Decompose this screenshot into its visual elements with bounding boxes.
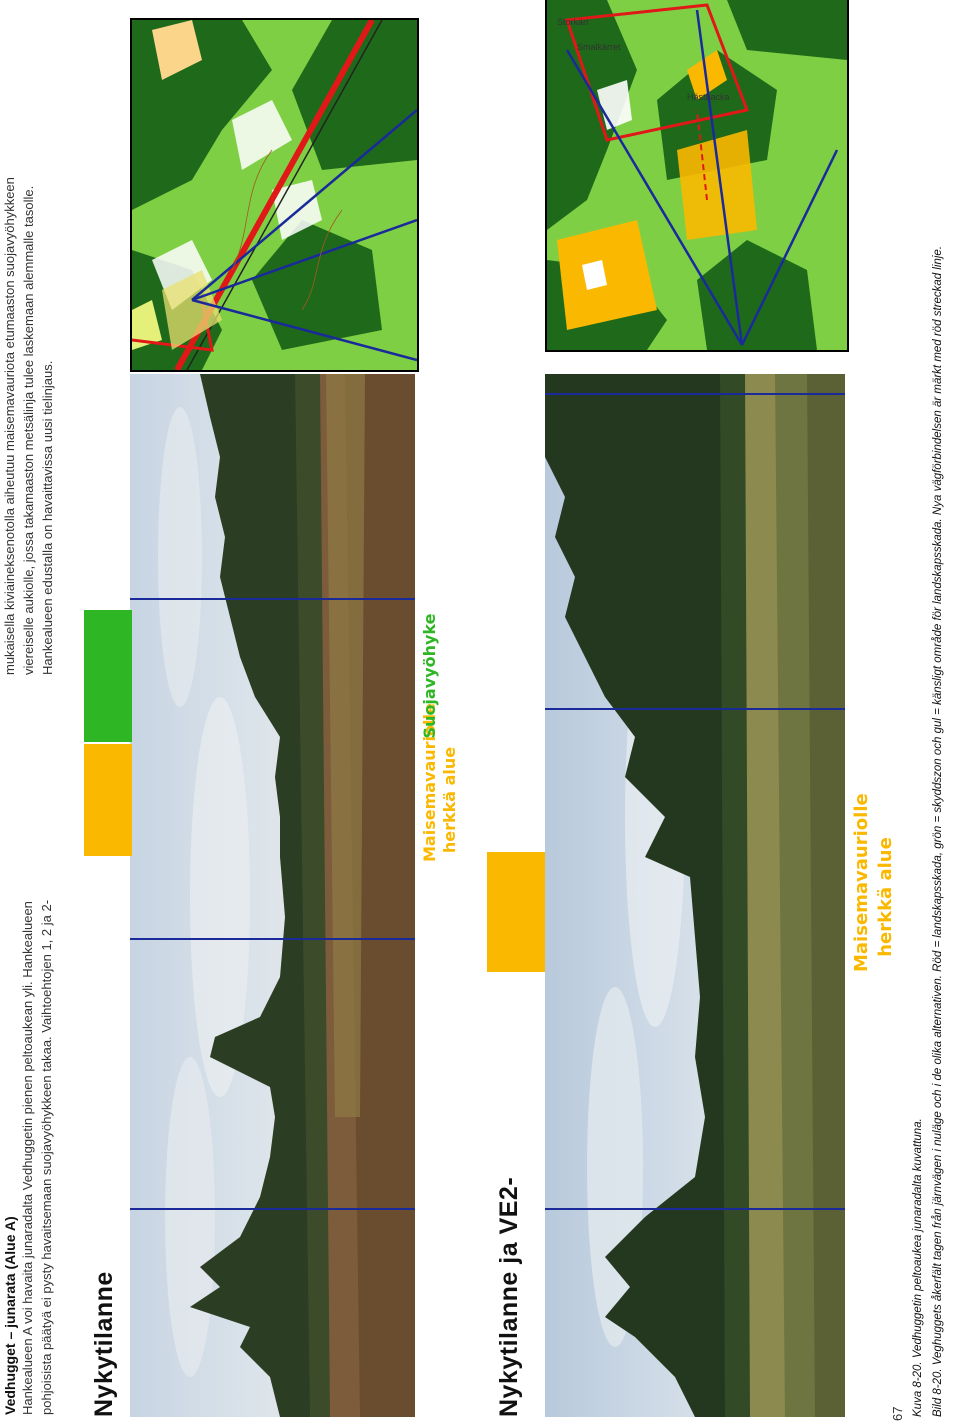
bottom-legend-orange-label	[850, 793, 898, 972]
caption-swedish: Bild 8-20. Veghuggets åkerfält tagen från järnvägen i nuläge och i de olika alternativen. Röd = landskapsskada, grön = skyddszon och gul = känsligt område för landskapsskada. Nya vägförbindelsen är märkt med röd streckad linje.	[932, 245, 944, 1417]
top-panel-title: Nykytilanne	[90, 1271, 118, 1417]
bottom-legend-orange-line-2: herkkä alue	[875, 837, 896, 957]
bottom-map-drawing	[547, 0, 847, 350]
top-landscape-photo	[130, 374, 415, 1417]
intro-title: Vedhugget – junarata (Alue A)	[2, 1216, 18, 1415]
map-label-smalkarret: Smalkärret	[577, 42, 621, 52]
top-photo-drawing	[130, 374, 415, 1417]
page-number: 67	[890, 1406, 905, 1421]
intro-left-line-1: Hankealueen A voi havaita junaradalta Vedhuggetin pienen peltoaukean yli. Hankealueen	[20, 901, 35, 1415]
top-legend-orange-label	[420, 703, 460, 862]
intro-right-line-2: viereiselle aukiolle, jossa takamaaston metsälinja tulee laskemaan alemmalle tasolle.	[21, 185, 36, 675]
top-map-drawing	[132, 20, 417, 370]
bottom-map	[545, 0, 849, 352]
top-legend-orange-line-2: herkkä alue	[440, 746, 459, 854]
intro-right-line-1: mukaisella kiviaineksenotolla aiheutuu maisemavauriota etumaaston suojavyöhykkeen	[2, 177, 17, 675]
intro-left-line-2: pohjoisista päätyä ei pysty havaitsemaan suojavyöhykkeen takaa. Vaihtoehtojen 1, 2 ja 2-	[39, 899, 54, 1415]
caption-finnish: Kuva 8-20. Vedhuggetin peltoaukea junaradalta kuvattuna.	[912, 1118, 924, 1417]
top-legend-green-label: Suojavyöhyke	[420, 613, 439, 739]
top-legend-orange-line-1: Maisemavauriolle	[420, 703, 439, 862]
map-label-storkarr: Storkärr	[557, 17, 590, 27]
bottom-panel-title: Nykytilanne ja VE2-	[495, 1176, 523, 1417]
bottom-legend-orange-line-1: Maisemavauriolle	[851, 793, 872, 972]
top-legend-green-swatch	[84, 610, 132, 742]
bottom-photo-drawing	[545, 374, 845, 1417]
map-label-hastbacka: Hästbacka	[687, 92, 730, 102]
intro-right-line-3: Hankealueen edustalla on havaittavissa uusi tielinjaus.	[40, 360, 55, 675]
top-legend-orange-swatch	[84, 744, 132, 856]
bottom-legend-orange-swatch	[487, 852, 545, 972]
bottom-landscape-photo	[545, 374, 845, 1417]
top-map	[130, 18, 419, 372]
